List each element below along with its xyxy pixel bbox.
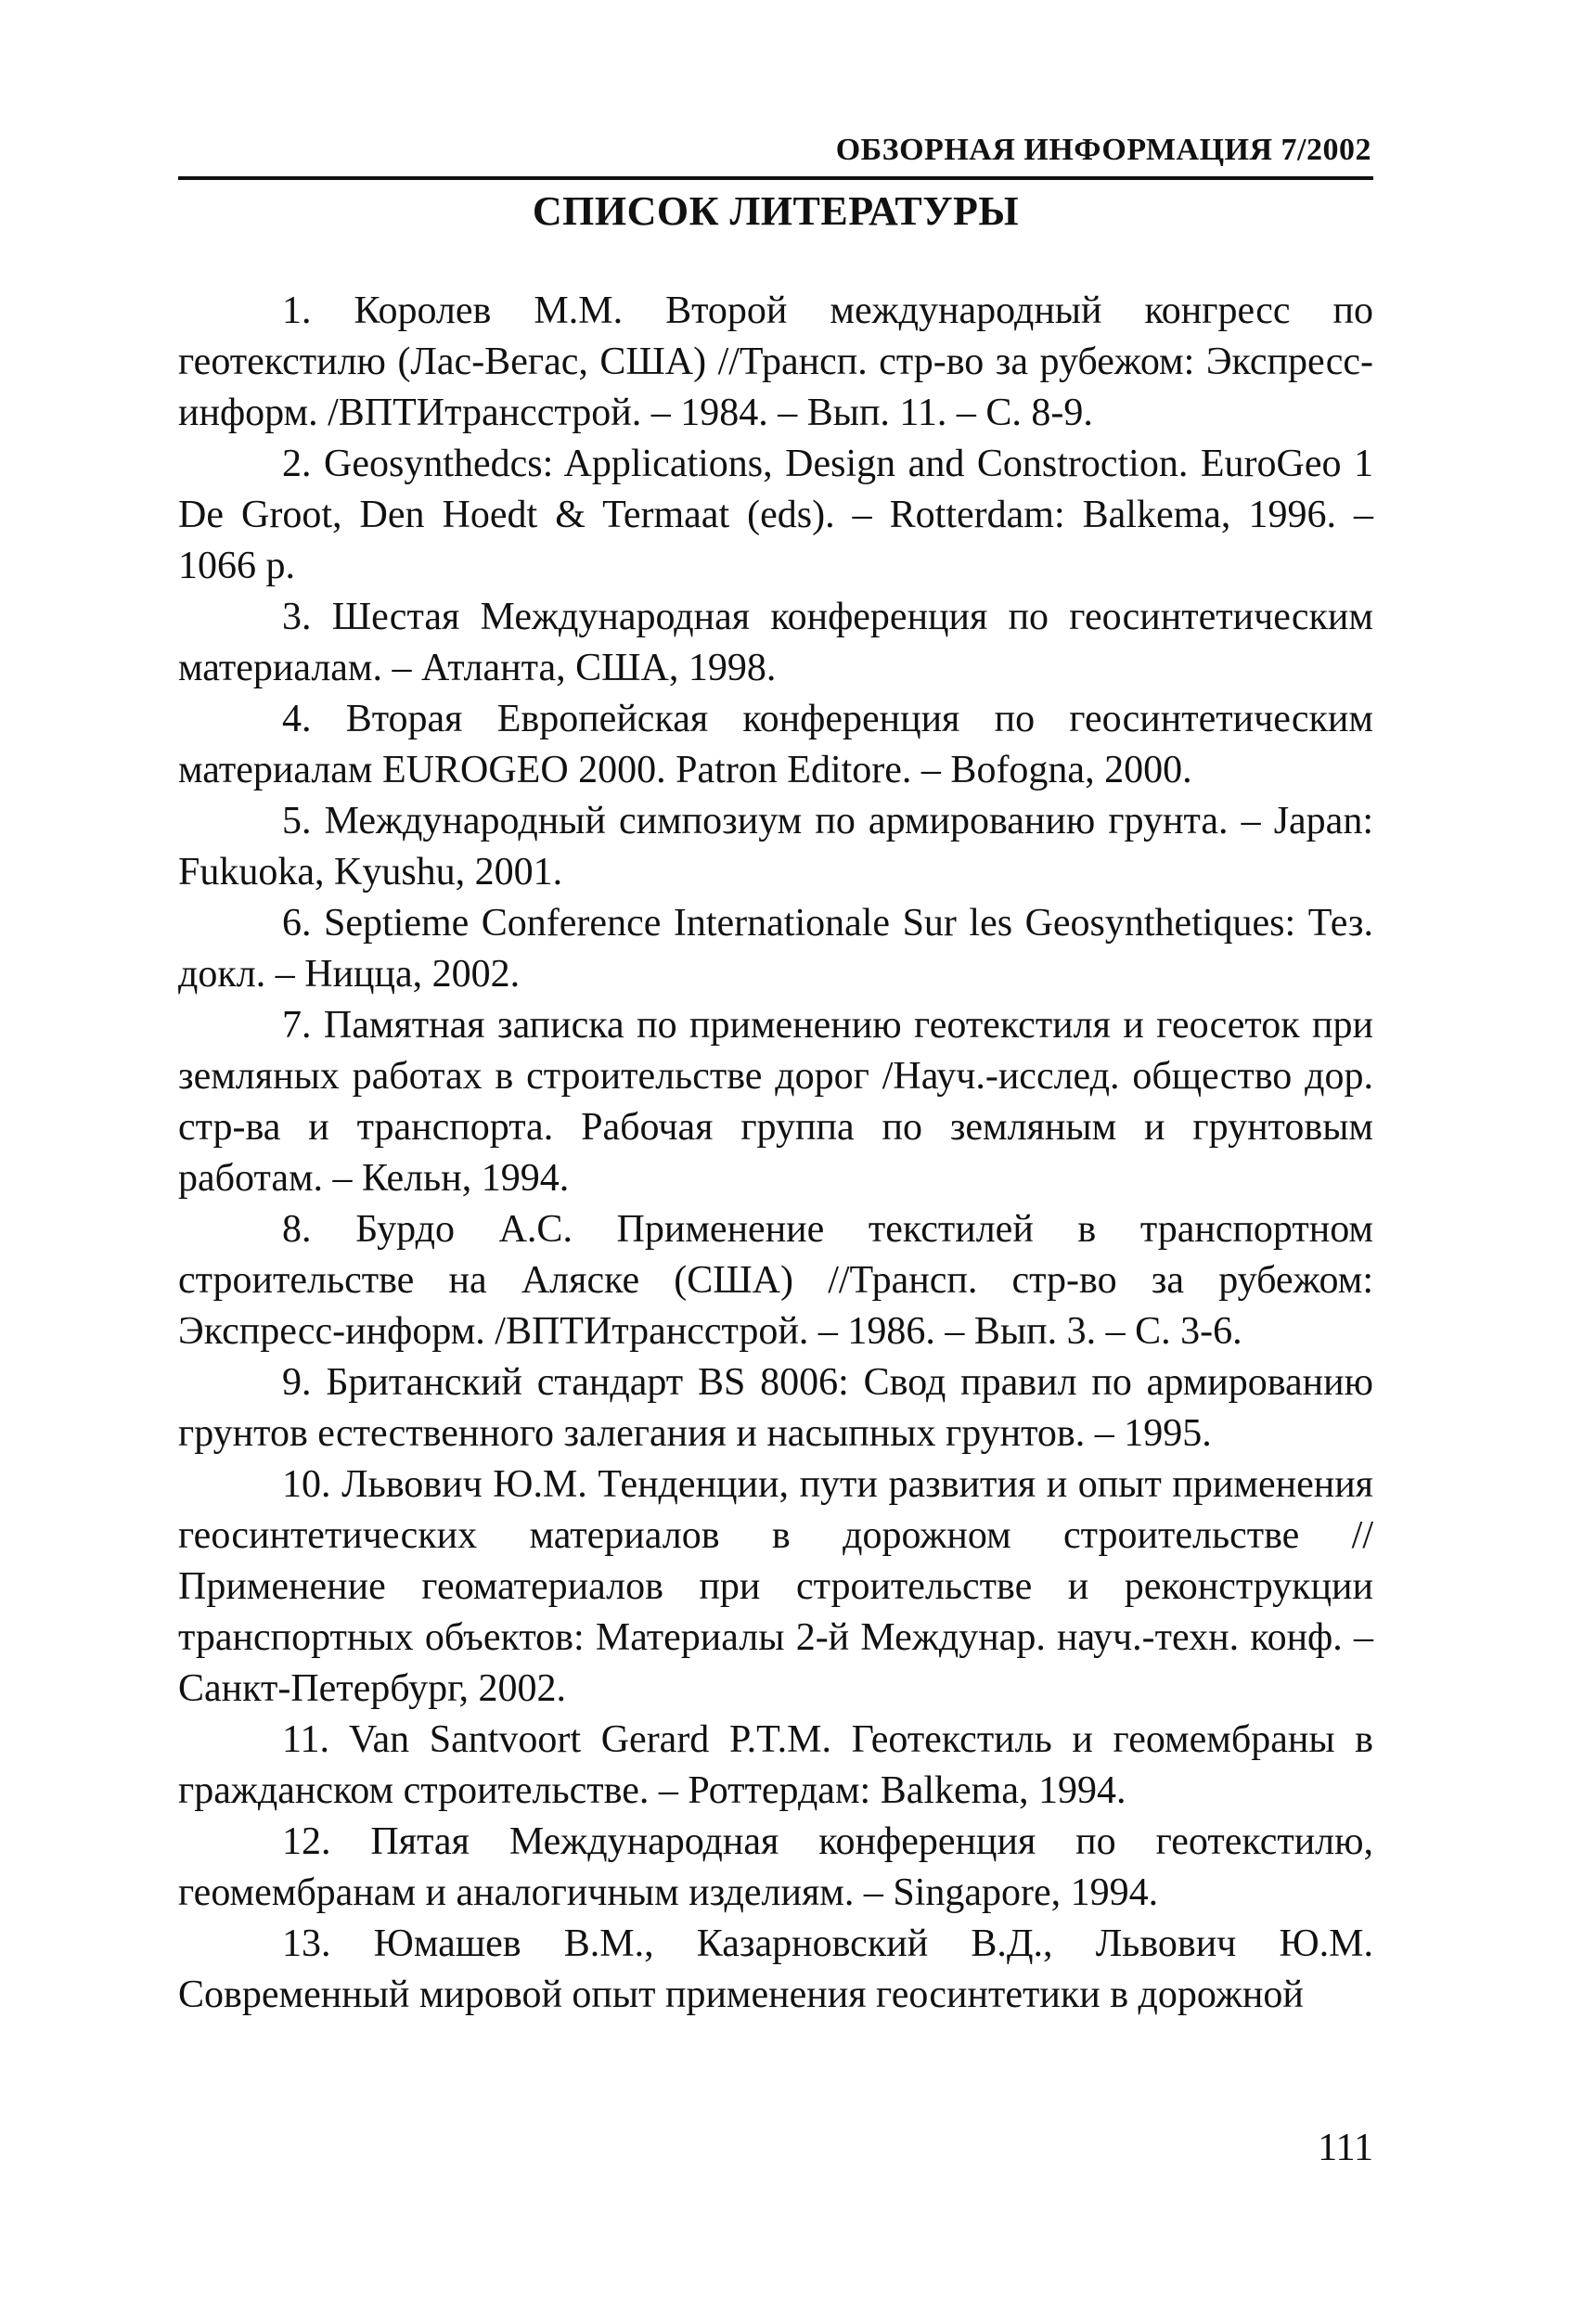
- page-number: 111: [1318, 2127, 1373, 2169]
- reference-item-3: 3. Шестая Международная конференция по геосинтетическим материалам. – Атланта, США, 1998.: [178, 596, 1373, 689]
- reference-item-8: 8. Бурдо А.С. Применение текстилей в транспортном строительстве на Аляске (США) //Трансп. стр-во за рубежом: Экспресс-информ. /ВПТИтрансстрой. – 1986. – Вып. 3. – С. 3-6.: [178, 1208, 1373, 1353]
- reference-list: [178, 286, 1373, 2021]
- reference-item-7: 7. Памятная записка по применению геотекстиля и геосеток при земляных работах в строительстве дорог /Науч.-исслед. общество дор. стр-ва и транспорта. Рабочая группа по земляным и грунтовым работам. – Кельн, 1994.: [178, 1004, 1373, 1200]
- running-header: ОБЗОРНАЯ ИНФОРМАЦИЯ 7/2002: [835, 133, 1371, 167]
- reference-item-11: 11. Van Santvoort Gerard P.T.M. Геотекстиль и геомембраны в гражданском строительстве. – Роттердам: Balkema, 1994.: [178, 1718, 1373, 1812]
- reference-item-10: 10. Львович Ю.М. Тенденции, пути развития и опыт применения геосинтетических материалов в дорожном строительстве // Применение геоматериалов при строительстве и реконструкции транспортных объектов: Материалы 2-й Междунар. науч.-техн. конф. – Санкт-Петербург, 2002.: [178, 1463, 1373, 1710]
- page-title: СПИСОК ЛИТЕРАТУРЫ: [532, 188, 1020, 234]
- reference-item-6: 6. Septieme Conference Internationale Sur les Geosynthetiques: Тез. докл. – Ницца, 2002.: [178, 902, 1373, 996]
- reference-item-9: 9. Британский стандарт BS 8006: Свод правил по армированию грунтов естественного залегания и насыпных грунтов. – 1995.: [178, 1361, 1373, 1455]
- reference-item-12: 12. Пятая Международная конференция по геотекстилю, геомембранам и аналогичным изделиям. – Singapore, 1994.: [178, 1820, 1373, 1914]
- reference-item-1: 1. Королев М.М. Второй международный конгресс по геотекстилю (Лас-Вегас, США) //Трансп. стр-во за рубежом: Экспресс-информ. /ВПТИтрансстрой. – 1984. – Вып. 11. – С. 8-9.: [178, 289, 1373, 434]
- reference-item-4: 4. Вторая Европейская конференция по геосинтетическим материалам EUROGEO 2000. Patron Editore. – Bofogna, 2000.: [178, 698, 1373, 791]
- header-rule: [178, 176, 1373, 180]
- reference-item-5: 5. Международный симпозиум по армированию грунта. – Japan: Fukuoka, Kyushu, 2001.: [178, 800, 1373, 893]
- reference-item-13: 13. Юмашев В.М., Казарновский В.Д., Львович Ю.М. Современный мировой опыт применения геосинтетики в дорожной: [178, 1922, 1373, 2016]
- reference-item-2: 2. Geosynthedcs: Applications, Design and Constroction. EuroGeo 1 De Groot, Den Hoedt & Termaat (eds). – Rotterdam: Balkema, 1996. – 1066 p.: [178, 443, 1373, 587]
